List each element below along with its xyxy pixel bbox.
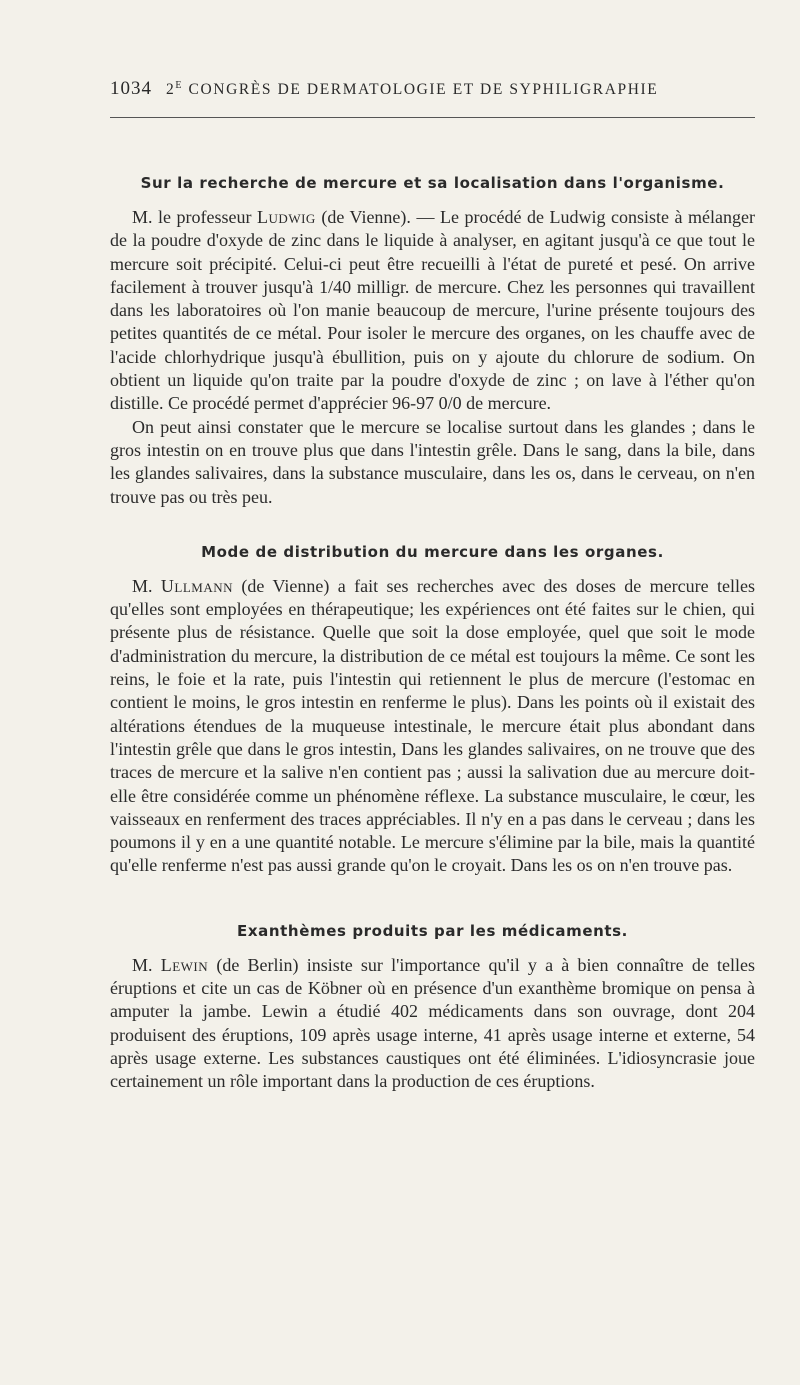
section-heading: Exanthèmes produits par les médicaments. xyxy=(237,921,628,940)
running-title xyxy=(166,79,658,101)
section-heading: Sur la recherche de mercure et sa localisation dans l'organisme. xyxy=(140,174,725,192)
speaker-prefix: M. xyxy=(132,954,161,975)
section-mercury-research xyxy=(110,174,755,509)
running-title-prefix: 2 xyxy=(166,81,176,98)
paragraph-text: (de Vienne) a fait ses recherches avec des doses de mercure telles qu'elles sont employées en thérapeutique; les expériences ont été faites sur le chien, qui présente plus de résistance. Quelle que soit la dose employée, quel que soit le mode d'administration du mercure, la distribution de ce métal est toujours la même. Ce sont les reins, le foie et la rate, puis l'intestin qui retiennent le plus de mercure (l'estomac en contient le moins, le gros intestin en renferme le plus). Dans les points où il existait des altérations étendues de la muqueuse intestinale, le mercure était plus abondant dans l'intestin grêle que dans le gros intestin, Dans les glandes salivaires, on ne trouve que des traces de mercure et la salive n'en contient pas ; aussi la salivation due au mercure doit-elle être considérée comme un phénomène réflexe. La substance musculaire, le cœur, les vaisseaux en renferment des traces appréciables. Il n'y en a pas dans le cerveau ; dans les poumons il y en a une quantité notable. Le mercure s'élimine par la bile, mais la quantité qu'elle renferme n'est pas aussi grande qu'on le croyait. Dans les os on n'en trouve pas. xyxy=(110,575,756,876)
section-mercury-distribution xyxy=(110,543,755,878)
paragraph xyxy=(110,575,755,878)
running-head xyxy=(110,78,755,101)
paragraph: On peut ainsi constater que le mercure se localise surtout dans les glandes ; dans le gros intestin on en trouve plus que dans l'intestin grêle. Dans le sang, dans la bile, dans les glandes salivaires, dans la substance musculaire, dans les os, dans le cerveau, on n'en trouve pas ou très peu. xyxy=(110,416,755,507)
paragraph-text: (de Vienne). — Le procédé de Ludwig consiste à mélanger de la poudre d'oxyde de zinc dans le liquide à analyser, en agitant jusqu'à ce que tout le mercure soit précipité. Celui-ci peut être recueilli à l'état de pureté et pesé. On arrive facilement à trouver jusqu'à 1/40 milligr. de mercure. Chez les personnes qui travaillent dans les laboratoires où l'on manie beaucoup de mercure, l'urine présente toujours des petites quantités de ce métal. Pour isoler le mercure des organes, on les chauffe avec de l'acide chlorhydrique jusqu'à ébullition, puis on y ajoute du chlorure de sodium. On obtient un liquide qu'on traite par la poudre d'oxyde de zinc ; on lave à l'éther qu'on distille. Ce procédé permet d'apprécier 96-97 0/0 de mercure. xyxy=(110,207,755,414)
running-title-text: CONGRÈS DE DERMATOLOGIE ET DE SYPHILIGRAPHIE xyxy=(183,81,659,98)
section-heading: Mode de distribution du mercure dans les organes. xyxy=(201,542,664,561)
paragraph-text: (de Berlin) insiste sur l'importance qu'il y a à bien connaître de telles éruptions et cite un cas de Köbner où en présence d'un exanthème bromique on pensa à amputer la jambe. Lewin a étudié 402 médicaments dans son ouvrage, dont 204 produisent des éruptions, 109 après usage interne, 41 après usage interne et externe, 54 après usage externe. Les substances caustiques ont été éliminées. L'idiosyncrasie joue certainement un rôle important dans la production de ces éruptions. xyxy=(110,954,755,1092)
section-drug-exanthems xyxy=(110,922,755,1094)
page-body xyxy=(110,78,755,1094)
speaker-prefix: M. le professeur xyxy=(132,207,258,227)
paragraph xyxy=(110,954,755,1094)
speaker-name: Ullmann xyxy=(160,575,234,596)
speaker-prefix: M. xyxy=(132,575,161,596)
speaker-name: Lewin xyxy=(160,954,209,975)
paragraph xyxy=(110,206,755,416)
speaker-name: Ludwig xyxy=(257,207,316,227)
running-title-sup: E xyxy=(175,80,184,91)
page-number: 1034 xyxy=(110,78,152,99)
header-rule xyxy=(110,117,755,118)
